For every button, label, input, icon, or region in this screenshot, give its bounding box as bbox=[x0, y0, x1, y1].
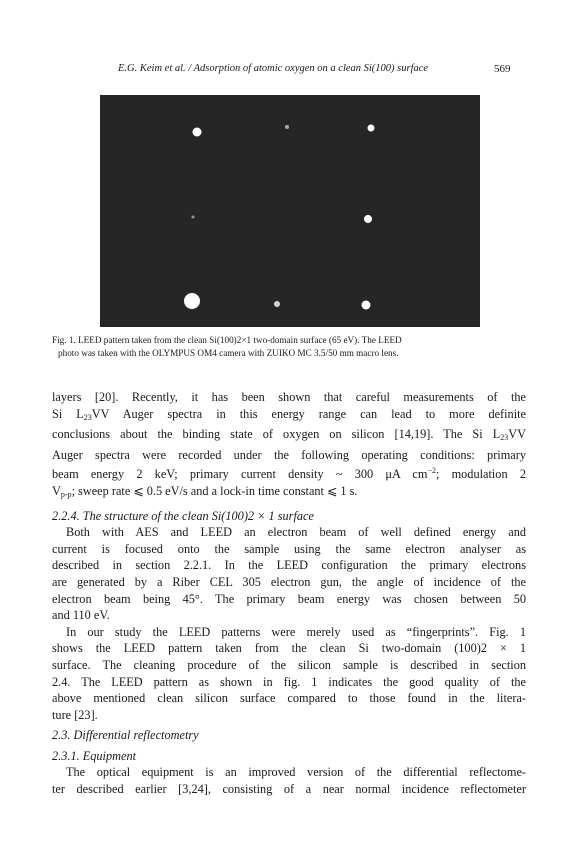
running-head-title: E.G. Keim et al. / Adsorption of atomic oxygen on a clean Si(100) surface bbox=[118, 63, 429, 74]
text-line: and 110 eV. bbox=[52, 608, 110, 623]
figure-caption bbox=[52, 334, 522, 360]
text-line: layers [20]. Recently, it has been shown that careful measurements of the bbox=[52, 390, 526, 404]
text-line: The optical equipment is an improved version of the differential reflectome- bbox=[66, 765, 526, 780]
leed-spot bbox=[364, 215, 372, 223]
leed-spot bbox=[362, 301, 371, 310]
text-line: are generated by a Riber CEL 305 electron gun, the angle of incidence of the bbox=[52, 574, 526, 589]
leed-spot bbox=[274, 301, 280, 307]
text-line: $V_{p-p}$; sweep rate ⩽ 0.5 eV/s and a lock-in time constant ⩽ 1 s. bbox=[52, 483, 358, 499]
leed-spot bbox=[285, 125, 289, 129]
text-line: above mentioned clean silicon surface compared to those found in the litera- bbox=[52, 691, 526, 706]
text-line: conclusions about the binding state of oxygen on silicon [14,19]. The Si $L_{23}VV$ bbox=[52, 427, 526, 443]
leed-spot bbox=[368, 125, 375, 132]
paragraph bbox=[52, 764, 526, 797]
text-line: Auger spectra were recorded under the following operating conditions: primary bbox=[52, 447, 526, 462]
text-line: ture [23]. bbox=[52, 707, 98, 722]
text-line: In our study the LEED patterns were merely used as “fingerprints”. Fig. 1 bbox=[66, 624, 526, 639]
text-line: ter described earlier [3,24], consisting of a near normal incidence reflectometer bbox=[52, 782, 526, 797]
paragraph bbox=[52, 524, 526, 624]
text-line: beam energy 2 keV; primary current density ~ 300 μA $cm^{-2}$; modulation 2 bbox=[52, 466, 526, 482]
page-number: 569 bbox=[494, 63, 511, 75]
caption-line: Fig. 1. LEED pattern taken from the clean Si(100)2×1 two-domain surface (65 eV). The LEED bbox=[52, 335, 402, 345]
text-line: Si $L_{23}VV$ Auger spectra in this energy range can lead to more definite bbox=[52, 406, 526, 422]
leed-spot bbox=[192, 216, 195, 219]
text-line: surface. The cleaning procedure of the silicon sample is described in section bbox=[52, 657, 526, 672]
text-line: electron beam being 45°. The primary beam energy was chosen between 50 bbox=[52, 591, 526, 606]
text-line: current is focused onto the sample using the same electron analyser as bbox=[52, 541, 526, 556]
section-heading-2-3: 2.3. Differential reflectometry bbox=[52, 728, 199, 743]
leed-spot bbox=[193, 128, 202, 137]
text-line: shows the LEED pattern taken from the clean Si two-domain (100)2 × 1 bbox=[52, 641, 526, 656]
paragraph bbox=[52, 624, 526, 724]
text-line: Both with AES and LEED an electron beam of well defined energy and bbox=[66, 525, 526, 540]
leed-pattern-photo bbox=[100, 95, 480, 327]
caption-line: photo was taken with the OLYMPUS OM4 camera with ZUIKO MC 3.5/50 mm macro lens. bbox=[58, 348, 399, 358]
text-line: described in section 2.2.1. In the LEED configuration the primary electrons bbox=[52, 558, 526, 573]
body-text bbox=[52, 389, 526, 798]
text-line: 2.4. The LEED pattern as shown in fig. 1 indicates the good quality of the bbox=[52, 674, 526, 689]
leed-spot bbox=[184, 293, 200, 309]
running-head bbox=[0, 63, 576, 79]
section-heading-2-2-4: 2.2.4. The structure of the clean Si(100)2 × 1 surface bbox=[52, 508, 314, 523]
section-heading-2-3-1: 2.3.1. Equipment bbox=[52, 748, 137, 763]
paragraph bbox=[52, 389, 526, 504]
